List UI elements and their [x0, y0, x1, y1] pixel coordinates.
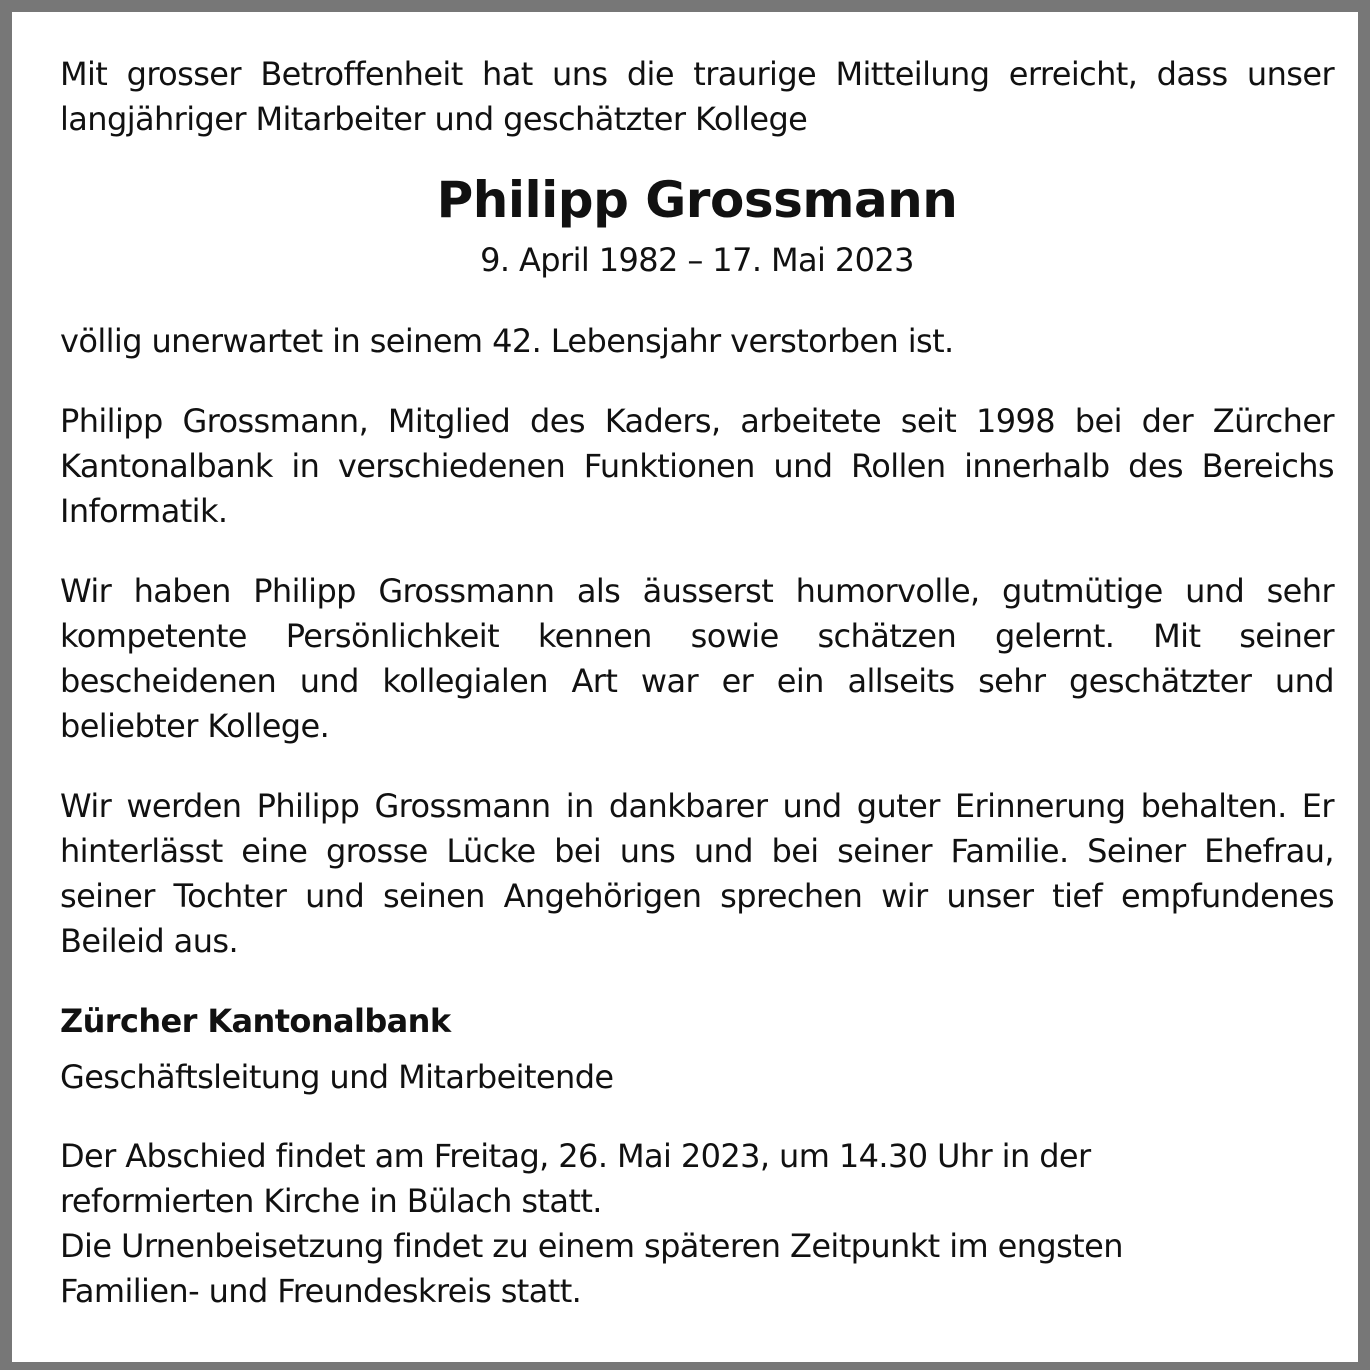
- deceased-name: Philipp Grossmann: [436, 171, 958, 229]
- farewell-line: Der Abschied findet am Freitag, 26. Mai 2023, um 14.30 Uhr in der: [60, 1137, 1091, 1175]
- life-dates: 9. April 1982 – 17. Mai 2023: [480, 241, 914, 279]
- organization-name: Zürcher Kantonalbank: [60, 1002, 451, 1040]
- farewell-line: Die Urnenbeisetzung findet zu einem späteren Zeitpunkt im engsten: [60, 1227, 1123, 1265]
- obituary-notice: [60, 52, 1334, 1314]
- condolence-paragraph: Wir werden Philipp Grossmann in dankbarer und guter Erinnerung behalten. Er hinterlässt eine grosse Lücke bei uns und bei seiner Familie. Seiner Ehefrau, seiner Tochter und seinen Angehörigen sprechen wir unser tief empfundenes Beileid aus.: [60, 787, 1334, 960]
- career-paragraph: Philipp Grossmann, Mitglied des Kaders, arbeitete seit 1998 bei der Zürcher Kantonalbank in verschiedenen Funktionen und Rollen innerhalb des Bereichs Informatik.: [60, 402, 1334, 530]
- department-name: Geschäftsleitung und Mitarbeitende: [60, 1058, 614, 1096]
- farewell-line: Familien- und Freundeskreis statt.: [60, 1272, 582, 1310]
- intro-text: Mit grosser Betroffenheit hat uns die traurige Mitteilung erreicht, dass unser langjähriger Mitarbeiter und geschätzter Kollege: [60, 55, 1334, 138]
- farewell-line: reformierten Kirche in Bülach statt.: [60, 1182, 602, 1220]
- farewell-info: [60, 1134, 1334, 1314]
- character-paragraph: Wir haben Philipp Grossmann als äusserst humorvolle, gutmütige und sehr kompetente Persönlichkeit kennen sowie schätzen gelernt. Mit seiner bescheidenen und kollegialen Art war er ein allseits sehr geschätzter und beliebter Kollege.: [60, 572, 1334, 745]
- continuation-text: völlig unerwartet in seinem 42. Lebensjahr verstorben ist.: [60, 322, 954, 360]
